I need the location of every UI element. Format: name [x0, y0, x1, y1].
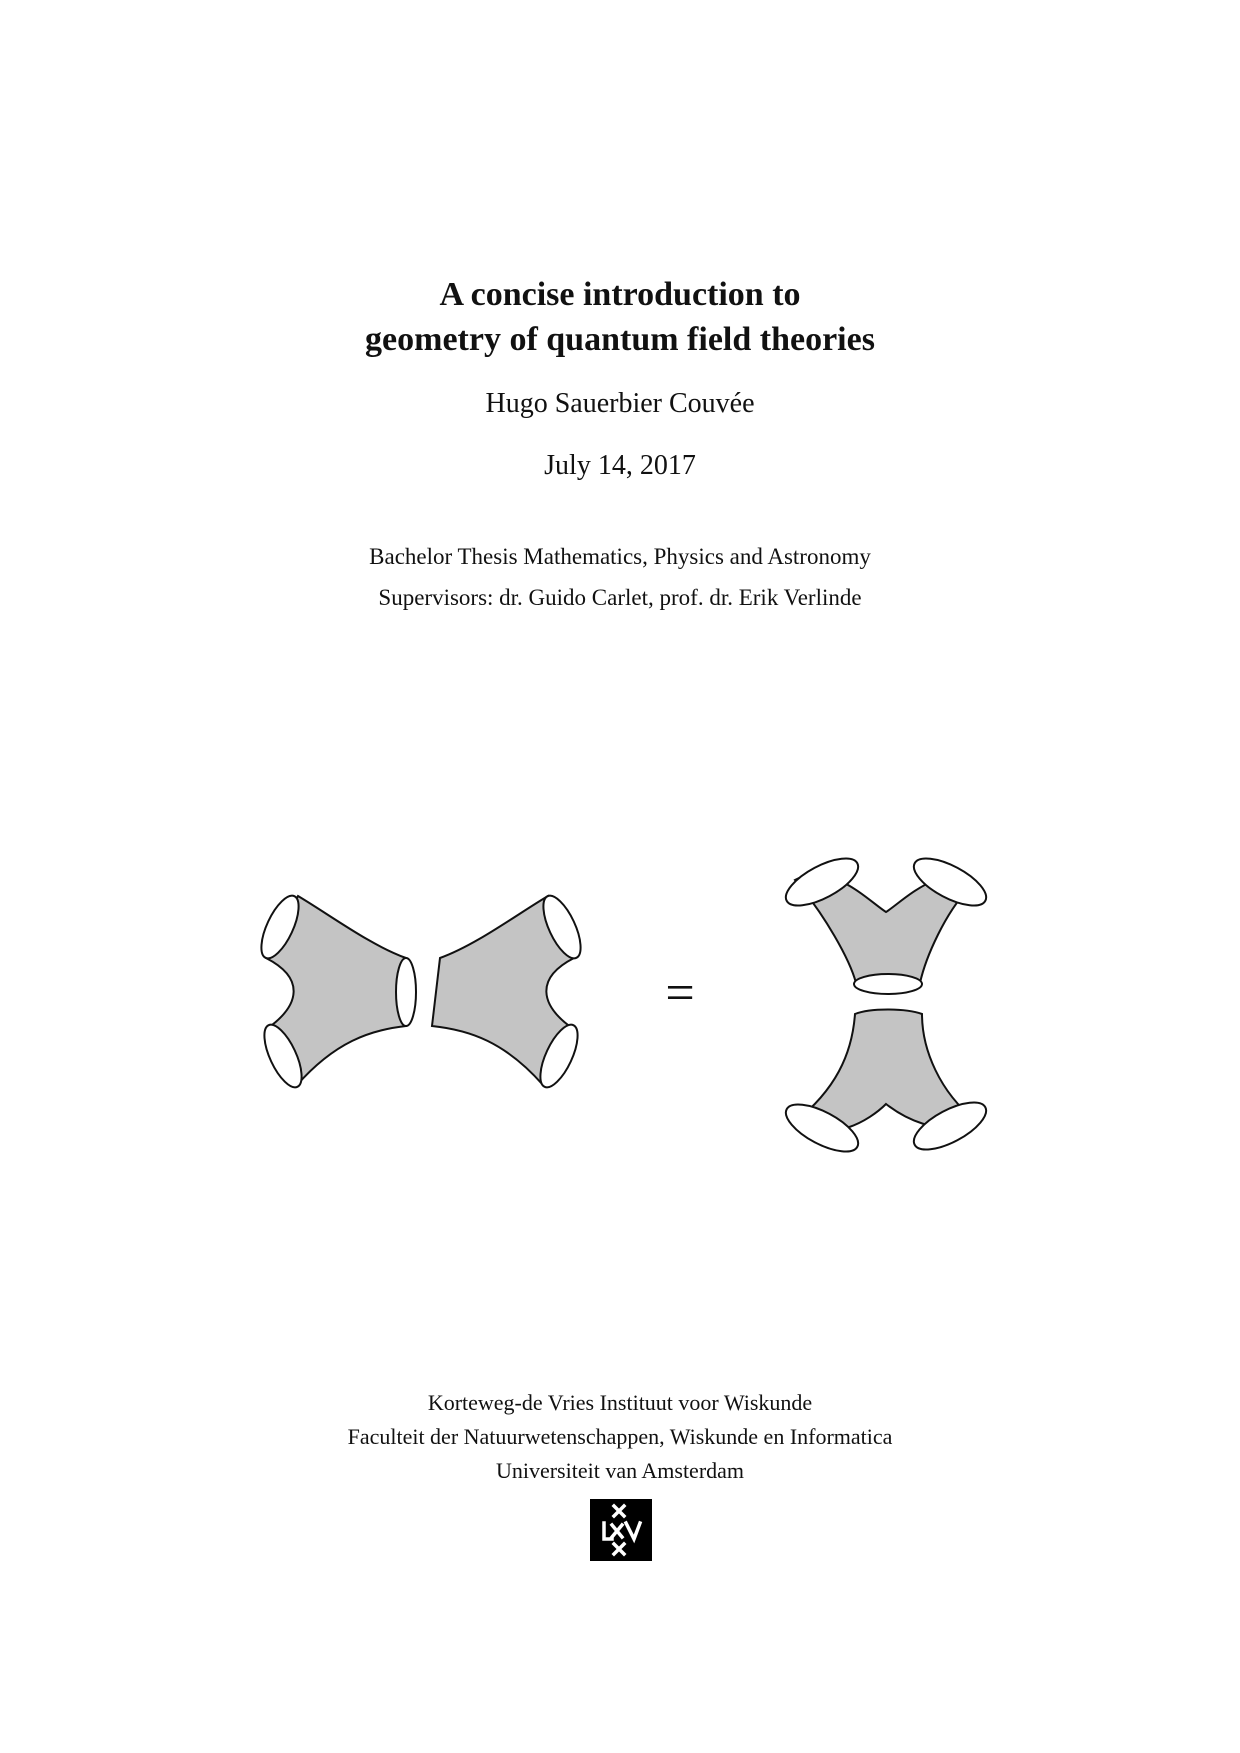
left-pants-surface: [254, 891, 416, 1093]
thesis-details: [0, 536, 1240, 618]
thesis-date: July 14, 2017: [544, 450, 696, 481]
lower-pants-surface: [779, 1010, 993, 1161]
author-name: Hugo Sauerbier Couvée: [485, 388, 755, 419]
upper-pants-surface: [779, 849, 993, 994]
thesis-title-line-2: geometry of quantum field theories: [365, 321, 875, 358]
thesis-type: Bachelor Thesis Mathematics, Physics and Astronomy: [369, 544, 871, 569]
thesis-title: [0, 272, 1240, 362]
university-name: Universiteit van Amsterdam: [495, 1458, 745, 1483]
supervisors: Supervisors: dr. Guido Carlet, prof. dr. Erik Verlinde: [378, 585, 862, 610]
institute-name: Korteweg-de Vries Instituut voor Wiskunde: [427, 1390, 813, 1415]
pants-gluing-figure: [0, 820, 1240, 1180]
equals-sign: =: [665, 965, 695, 1022]
uva-logo-icon: [590, 1499, 652, 1561]
institution-block: [0, 1386, 1240, 1488]
thesis-title-line-1: A concise introduction to: [439, 276, 801, 313]
right-pants-surface: [432, 891, 588, 1093]
faculty-name: Faculteit der Natuurwetenschappen, Wiskunde en Informatica: [347, 1424, 893, 1449]
